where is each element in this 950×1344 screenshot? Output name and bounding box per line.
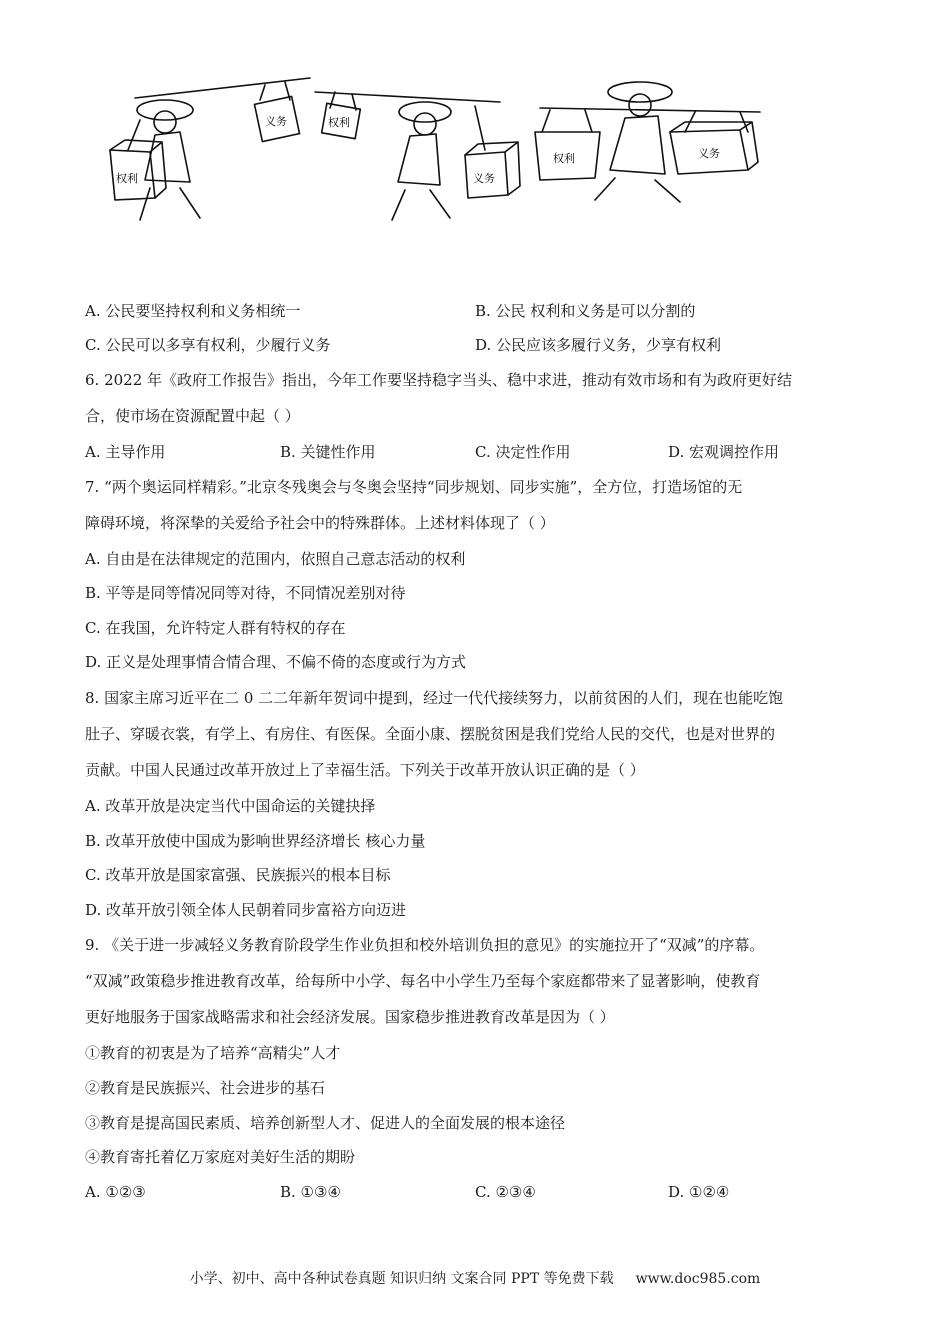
q7-stem-line2: 障碍环境，将深挚的关爱给予社会中的特殊群体。上述材料体现了（ ） [85, 514, 555, 532]
q9-option-a: A. ①②③ [85, 1183, 146, 1201]
q7-option-b: B. 平等是同等情况同等对待，不同情况差别对待 [85, 584, 406, 602]
box-label-rights: 权利 [328, 116, 350, 129]
q6-option-b: B. 关键性作用 [280, 443, 376, 461]
q9-statement-2: ②教育是民族振兴、社会进步的基石 [85, 1079, 326, 1097]
cartoon-panel-1 [110, 78, 310, 220]
box-label-rights: 权利 [116, 172, 138, 185]
q6-stem-line1: 6. 2022 年《政府工作报告》指出，今年工作要坚持稳字当头、稳中求进，推动有效市场和有为政府更好结 [85, 371, 793, 389]
q9-statement-3: ③教育是提高国民素质、培养创新型人才、促进人的全面发展的根本途径 [85, 1114, 566, 1132]
q8-option-b: B. 改革开放使中国成为影响世界经济增长 核心力量 [85, 832, 426, 850]
q9-option-c: C. ②③④ [475, 1183, 536, 1201]
q7-option-d: D. 正义是处理事情合情合理、不偏不倚的态度或行为方式 [85, 653, 467, 671]
q6-stem-line2: 合，使市场在资源配置中起（ ） [85, 407, 300, 425]
q8-stem-line2: 肚子、穿暖衣裳，有学上、有房住、有医保。全面小康、摆脱贫困是我们党给人民的交代，也是对世界的 [85, 725, 776, 743]
q8-option-a: A. 改革开放是决定当代中国命运的关键抉择 [85, 797, 376, 815]
q9-stem-line3: 更好地服务于国家战略需求和社会经济发展。国家稳步推进教育改革是因为（ ） [85, 1008, 615, 1026]
box-label-duties: 义务 [698, 147, 720, 160]
q9-option-b: B. ①③④ [280, 1183, 341, 1201]
q9-statement-1: ①教育的初衷是为了培养“高精尖”人才 [85, 1044, 341, 1062]
box-label-rights: 权利 [553, 152, 575, 165]
q9-stem-line1: 9. 《关于进一步减轻义务教育阶段学生作业负担和校外培训负担的意见》的实施拉开了“双减”的序幕。 [85, 936, 765, 954]
q9-statement-4: ④教育寄托着亿万家庭对美好生活的期盼 [85, 1148, 356, 1166]
q8-stem-line3: 贡献。中国人民通过改革开放过上了幸福生活。下列关于改革开放认识正确的是（ ） [85, 761, 645, 779]
cartoon-panel-3 [535, 82, 760, 202]
q8-stem-line1: 8. 国家主席习近平在二 0 二二年新年贺词中提到，经过一代代接续努力，以前贫困的人们，现在也能吃饱 [85, 689, 784, 707]
q9-stem-line2: “双减”政策稳步推进教育改革，给每所中小学、每名中小学生乃至每个家庭都带来了显著影响，使教育 [85, 972, 761, 990]
q5-option-d: D. 公民应该多履行义务，少享有权利 [475, 336, 722, 354]
q5-option-b: B. 公民 权利和义务是可以分割的 [475, 302, 696, 320]
q6-option-d: D. 宏观调控作用 [668, 443, 780, 461]
box-label-duties: 义务 [473, 172, 495, 185]
rights-duties-cartoon [80, 70, 780, 230]
q5-option-c: C. 公民可以多享有权利，少履行义务 [85, 336, 331, 354]
q9-option-d: D. ①②④ [668, 1183, 730, 1201]
footer-text: 小学、初中、高中各种试卷真题 知识归纳 文案合同 PPT 等免费下载 [189, 1271, 614, 1287]
footer-url[interactable]: www.doc985.com [635, 1271, 761, 1287]
q8-option-c: C. 改革开放是国家富强、民族振兴的根本目标 [85, 866, 391, 884]
q8-option-d: D. 改革开放引领全体人民朝着同步富裕方向迈进 [85, 901, 407, 919]
q7-option-a: A. 自由是在法律规定的范围内，依照自己意志活动的权利 [85, 550, 466, 568]
cartoon-panel-2 [315, 92, 520, 220]
box-label-duties: 义务 [265, 115, 287, 128]
q7-stem-line1: 7. “两个奥运同样精彩。”北京冬残奥会与冬奥会坚持“同步规划、同步实施”，全方位，打造场馆的无 [85, 478, 743, 496]
q6-option-c: C. 决定性作用 [475, 443, 571, 461]
q5-option-a: A. 公民要坚持权利和义务相统一 [85, 302, 301, 320]
q7-option-c: C. 在我国，允许特定人群有特权的存在 [85, 619, 346, 637]
page-footer [0, 1268, 950, 1288]
q6-option-a: A. 主导作用 [85, 443, 166, 461]
